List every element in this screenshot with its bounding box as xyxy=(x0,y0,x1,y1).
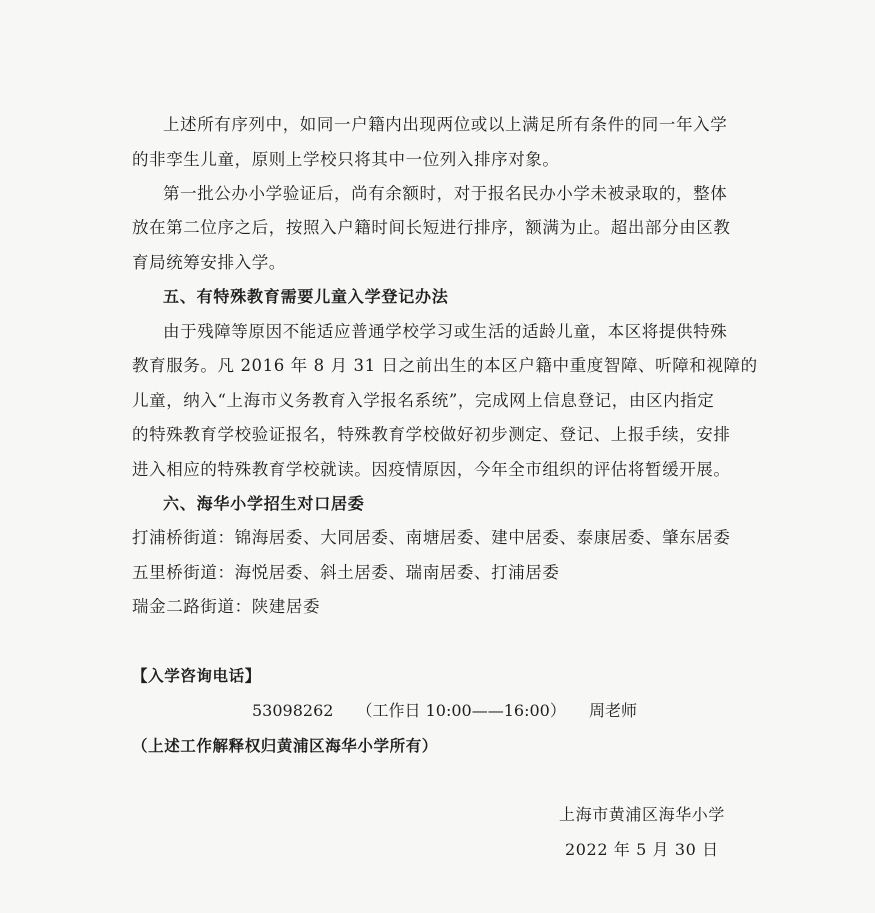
contact-person: 周老师 xyxy=(588,701,637,720)
paragraph-line: 的非孪生儿童，原则上学校只将其中一位列入排序对象。 xyxy=(132,150,560,169)
street-line: 瑞金二路街道：陕建居委 xyxy=(132,597,321,616)
section-heading-6: 六、海华小学招生对口居委 xyxy=(163,494,365,513)
paragraph-line: 的特殊教育学校验证报名，特殊教育学校做好初步测定、登记、上报手续，安排 xyxy=(132,425,731,444)
paragraph-line: 育局统筹安排入学。 xyxy=(132,253,286,272)
phone-row xyxy=(252,700,655,722)
office-hours: （工作日 10:00——16:00） xyxy=(356,701,566,720)
document-date: 2022 年 5 月 30 日 xyxy=(565,840,719,859)
paragraph-line: 放在第二位序之后，按照入户籍时间长短进行排序，额满为止。超出部分由区教 xyxy=(132,218,731,237)
rights-note: （上述工作解释权归黄浦区海华小学所有） xyxy=(132,737,438,755)
paragraph-line: 进入相应的特殊教育学校就读。因疫情原因，今年全市组织的评估将暂缓开展。 xyxy=(132,460,731,479)
contact-title: 【入学咨询电话】 xyxy=(132,667,261,685)
street-line: 打浦桥街道：锦海居委、大同居委、南塘居委、建中居委、泰康居委、肇东居委 xyxy=(132,528,731,547)
paragraph-line: 教育服务。凡 2016 年 8 月 31 日之前出生的本区户籍中重度智障、听障和视障的 xyxy=(132,356,758,375)
phone-number: 53098262 xyxy=(252,701,334,720)
school-signature: 上海市黄浦区海华小学 xyxy=(559,805,726,824)
paragraph-line: 上述所有序列中，如同一户籍内出现两位或以上满足所有条件的同一年入学 xyxy=(163,115,728,134)
street-line: 五里桥街道：海悦居委、斜土居委、瑞南居委、打浦居委 xyxy=(132,563,560,582)
paragraph-line: 由于残障等原因不能适应普通学校学习或生活的适龄儿童，本区将提供特殊 xyxy=(163,322,728,341)
paragraph-line: 第一批公办小学验证后，尚有余额时，对于报名民办小学未被录取的，整体 xyxy=(163,184,728,203)
paragraph-line: 儿童，纳入“上海市义务教育入学报名系统”，完成网上信息登记，由区内指定 xyxy=(132,391,715,410)
section-heading-5: 五、有特殊教育需要儿童入学登记办法 xyxy=(163,287,449,306)
